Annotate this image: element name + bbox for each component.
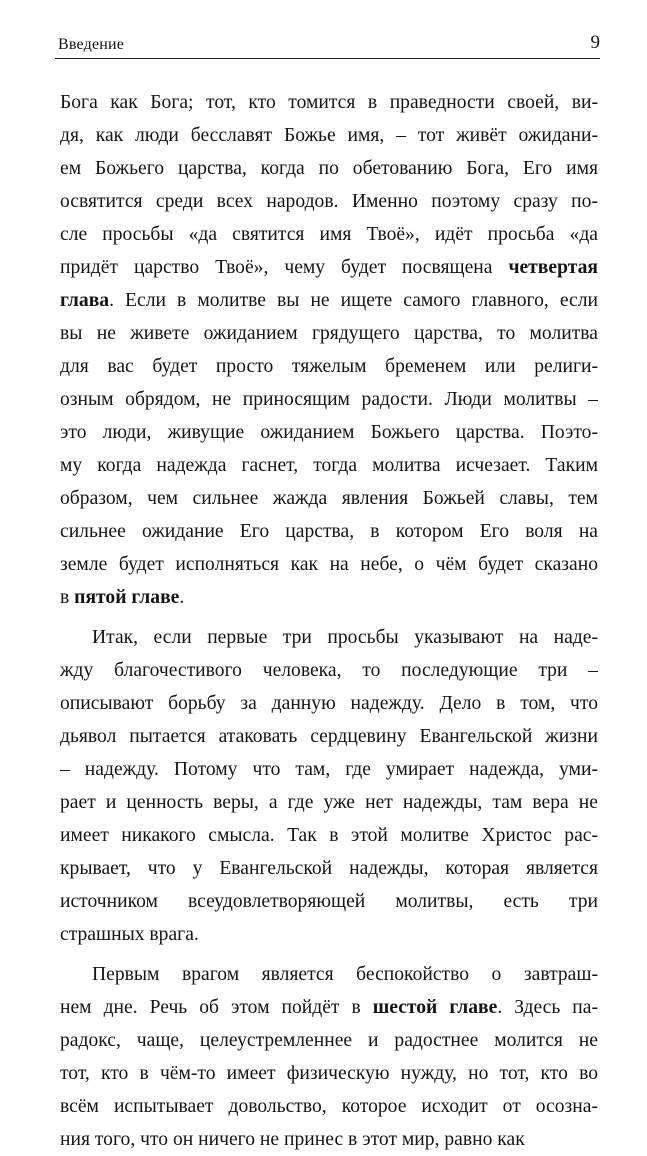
text-segment: ем Божьего царства, когда по обетованию Бога, Его имя: [60, 158, 598, 179]
text-segment: описывают борьбу за данную надежду. Дело в том, что: [60, 693, 598, 714]
text-line: [60, 251, 598, 284]
text-line: [60, 284, 598, 317]
text-segment: радокс, чаще, целеустремленнее и радостнее молится не: [60, 1030, 598, 1051]
text-line: [60, 958, 598, 991]
chapter-title: Введение: [58, 36, 125, 53]
page-number: 9: [590, 32, 600, 53]
text-line: [60, 218, 598, 251]
text-segment: дьявол пытается атаковать сердцевину Евангельской жизни: [60, 726, 598, 747]
text-line: [60, 852, 598, 885]
text-segment: вы не живете ожиданием грядущего царства, то молитва: [60, 323, 598, 344]
text-line: [60, 581, 598, 614]
text-line: [60, 185, 598, 218]
text-segment: .: [179, 587, 185, 608]
text-line: [60, 350, 598, 383]
text-segment: Первым врагом является беспокойство о завтраш-: [92, 964, 598, 985]
text-line: [60, 654, 598, 687]
text-segment: земле будет исполняться как на небе, о чём будет сказано: [60, 554, 598, 575]
text-segment: ния того, что он ничего не принес в этот мир, равно как: [60, 1129, 525, 1150]
text-line: [60, 383, 598, 416]
text-segment: му когда надежда гаснет, тогда молитва исчезает. Таким: [60, 455, 598, 476]
paragraph-gap: [60, 614, 598, 621]
text-segment: – надежду. Потому что там, где умирает надежда, уми-: [60, 759, 598, 780]
text-line: [60, 991, 598, 1024]
text-segment: рает и ценность веры, а где уже нет надежды, там вера не: [60, 792, 598, 813]
text-segment: образом, чем сильнее жажда явления Божьей славы, тем: [60, 488, 598, 509]
text-line: [60, 548, 598, 581]
text-segment: в: [60, 587, 75, 608]
body-text: [60, 86, 598, 1156]
text-segment: имеет никакого смысла. Так в этой молитве Христос рас-: [60, 825, 598, 846]
text-line: [60, 1123, 598, 1156]
bold-text: четвертая: [508, 257, 598, 278]
text-segment: всём испытывает довольство, которое исходит от осозна-: [60, 1096, 598, 1117]
text-line: [60, 1024, 598, 1057]
text-segment: освятится среди всех народов. Именно поэтому сразу по-: [60, 191, 598, 212]
running-header: [55, 28, 600, 59]
text-segment: это люди, живущие ожиданием Божьего царства. Поэто-: [60, 422, 598, 443]
paragraph-gap: [60, 951, 598, 958]
text-segment: придёт царство Твоё», чему будет посвящена: [60, 257, 509, 278]
paragraph: [60, 621, 598, 951]
text-line: [60, 119, 598, 152]
text-line: [60, 819, 598, 852]
bold-text: пятой главе: [74, 587, 180, 608]
text-segment: . Здесь па-: [497, 997, 598, 1018]
text-line: [60, 918, 598, 951]
text-segment: нем дне. Речь об этом пойдёт в: [60, 997, 373, 1018]
text-line: [60, 416, 598, 449]
text-segment: жду благочестивого человека, то последующие три –: [60, 660, 598, 681]
text-segment: страшных врага.: [60, 924, 199, 945]
text-line: [60, 317, 598, 350]
text-line: [60, 621, 598, 654]
bold-text: шестой главе: [372, 997, 498, 1018]
text-line: [60, 885, 598, 918]
text-line: [60, 86, 598, 119]
text-segment: Бога как Бога; тот, кто томится в праведности своей, ви-: [60, 92, 598, 113]
text-line: [60, 1057, 598, 1090]
text-line: [60, 449, 598, 482]
text-segment: сле просьбы «да святится имя Твоё», идёт просьба «да: [60, 224, 598, 245]
text-segment: сильнее ожидание Его царства, в котором Его воля на: [60, 521, 598, 542]
text-segment: озным обрядом, не приносящим радости. Люди молитвы –: [60, 389, 598, 410]
text-line: [60, 515, 598, 548]
text-line: [60, 152, 598, 185]
text-line: [60, 720, 598, 753]
text-line: [60, 1090, 598, 1123]
text-segment: дя, как люди бесславят Божье имя, – тот живёт ожидани-: [60, 125, 598, 146]
text-line: [60, 753, 598, 786]
text-line: [60, 482, 598, 515]
text-segment: . Если в молитве вы не ищете самого главного, если: [109, 290, 598, 311]
text-line: [60, 687, 598, 720]
text-segment: для вас будет просто тяжелым бременем или религи-: [60, 356, 598, 377]
text-line: [60, 786, 598, 819]
bold-text: глава: [60, 290, 110, 311]
paragraph: [60, 958, 598, 1156]
text-segment: Итак, если первые три просьбы указывают на наде-: [92, 627, 598, 648]
paragraph: [60, 86, 598, 614]
text-segment: источником всеудовлетворяющей молитвы, есть три: [60, 891, 598, 912]
text-segment: крывает, что у Евангельской надежды, которая является: [60, 858, 598, 879]
text-segment: тот, кто в чём-то имеет физическую нужду, но тот, кто во: [60, 1063, 598, 1084]
